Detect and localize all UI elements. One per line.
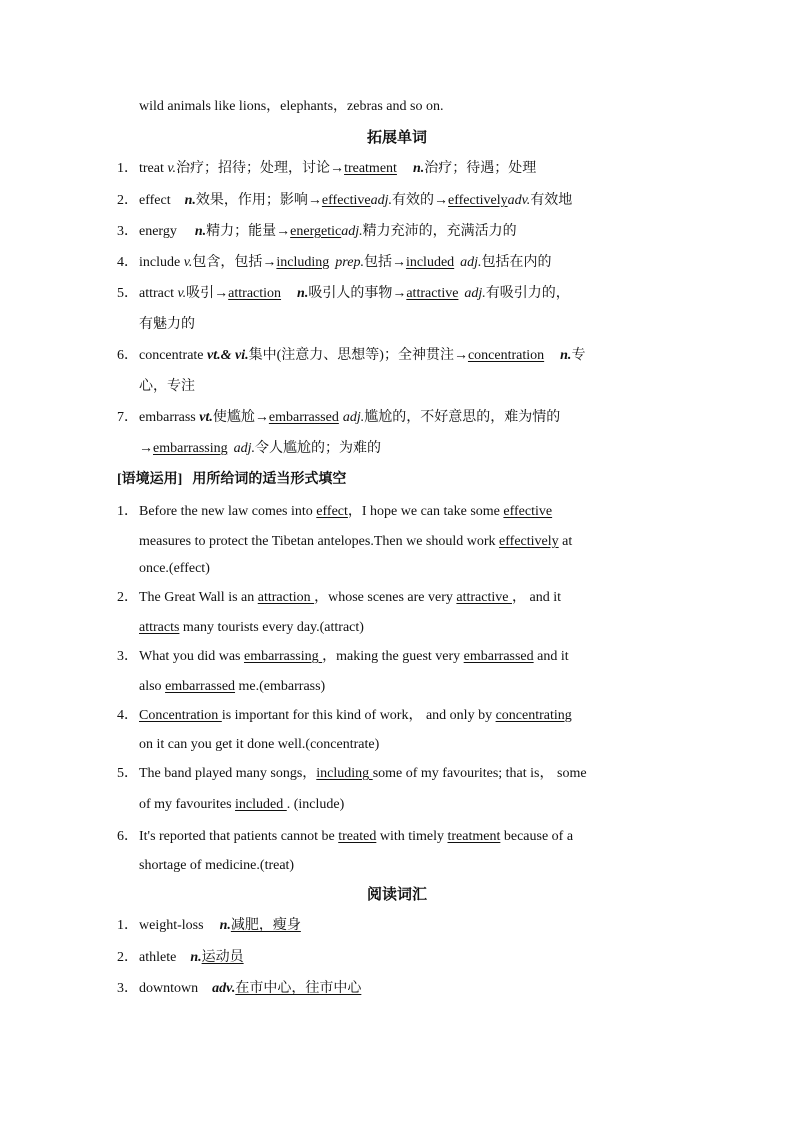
answer-blank: attracts bbox=[139, 620, 180, 635]
item-number: 1． bbox=[117, 918, 138, 933]
vocab-word: athlete bbox=[139, 950, 177, 965]
definition: 包括→ bbox=[363, 255, 406, 270]
arrow-symbol: → bbox=[139, 441, 153, 456]
exercise-4 bbox=[117, 707, 572, 725]
derived-word: including bbox=[276, 255, 330, 270]
item-number: 2． bbox=[117, 193, 138, 208]
derived-word: included bbox=[405, 255, 455, 270]
answer-blank: attraction bbox=[257, 590, 315, 605]
derived-word: effectively bbox=[448, 193, 508, 208]
exercise-text: It's reported that patients cannot be bbox=[139, 829, 339, 844]
derived-word: embarrassed bbox=[268, 410, 339, 425]
exercise-2-line-2 bbox=[139, 619, 364, 637]
definition: 尴尬的，不好意思的，难为情的 bbox=[364, 410, 561, 425]
exercise-text: at bbox=[558, 534, 573, 549]
intro-line: wild animals like lions，elephants，zebras and so on. bbox=[139, 99, 444, 114]
part-of-speech: v. bbox=[167, 161, 177, 176]
definition: 效果，作用；影响→ bbox=[195, 193, 322, 208]
item-number: 4． bbox=[117, 255, 138, 270]
part-of-speech: n. bbox=[297, 286, 309, 301]
exercise-text: also bbox=[139, 679, 166, 694]
vocab-item-7-continuation bbox=[139, 440, 381, 458]
exercise-text: ，I hope we can take some bbox=[347, 504, 504, 519]
definition: 令人尴尬的；为难的 bbox=[255, 441, 382, 456]
vocab-word: treat bbox=[139, 161, 168, 176]
exercise-1-line-3: once.(effect) bbox=[139, 561, 210, 576]
item-number: 6． bbox=[117, 348, 138, 363]
exercise-6 bbox=[117, 828, 573, 846]
definition: 运动员 bbox=[201, 950, 244, 965]
item-number: 1． bbox=[117, 161, 138, 176]
exercise-text: The Great Wall is an bbox=[139, 590, 258, 605]
context-instruction bbox=[117, 471, 346, 489]
part-of-speech: adj. bbox=[464, 286, 486, 301]
answer-blank: embarrassing bbox=[243, 649, 323, 664]
exercise-text: some of my favourites; that is， some bbox=[372, 766, 587, 781]
item-number: 1． bbox=[117, 504, 138, 519]
vocab-word: concentrate bbox=[139, 348, 208, 363]
exercise-3 bbox=[117, 648, 569, 666]
item-number: 3． bbox=[117, 981, 138, 996]
vocab-item-6 bbox=[117, 347, 585, 365]
context-instruction-text: 用所给词的适当形式填空 bbox=[192, 472, 347, 487]
item-number: 5． bbox=[117, 286, 138, 301]
vocab-word: downtown bbox=[139, 981, 199, 996]
exercise-5-line-2 bbox=[139, 796, 344, 814]
exercise-text: ，making the guest very bbox=[322, 649, 464, 664]
definition: 在市中心，往市中心 bbox=[235, 981, 362, 996]
definition: 专 bbox=[571, 348, 586, 363]
exercise-text: of my favourites bbox=[139, 797, 236, 812]
part-of-speech: adj. bbox=[370, 193, 393, 208]
definition: 使尴尬→ bbox=[212, 410, 269, 425]
definition: 吸引人的事物→ bbox=[308, 286, 407, 301]
exercise-text: ， and it bbox=[511, 590, 561, 605]
exercise-text: and it bbox=[533, 649, 569, 664]
part-of-speech: adj. bbox=[341, 224, 363, 239]
part-of-speech: n. bbox=[184, 193, 196, 208]
answer-blank: including bbox=[316, 766, 373, 781]
vocab-item-7 bbox=[117, 409, 560, 427]
answer-blank: effective bbox=[503, 504, 553, 519]
exercise-3-line-2 bbox=[139, 678, 325, 696]
vocab-item-5-continuation: 有魅力的 bbox=[139, 317, 195, 332]
exercise-6-line-2: shortage of medicine.(treat) bbox=[139, 858, 295, 873]
vocab-word: include bbox=[139, 255, 184, 270]
vocab-item-2 bbox=[117, 192, 572, 210]
derived-word: attractive bbox=[406, 286, 459, 301]
exercise-text: Before the new law comes into bbox=[139, 504, 317, 519]
section-heading-expand: 拓展单词 bbox=[366, 130, 427, 146]
definition: 精力；能量→ bbox=[206, 224, 291, 239]
reading-item-3 bbox=[117, 980, 361, 998]
part-of-speech: n. bbox=[190, 950, 202, 965]
part-of-speech: n. bbox=[412, 161, 425, 176]
item-number: 5． bbox=[117, 766, 138, 781]
definition: 包含，包括→ bbox=[192, 255, 277, 270]
answer-blank: treatment bbox=[447, 829, 501, 844]
derived-word: energetic bbox=[290, 224, 342, 239]
exercise-text: because of a bbox=[500, 829, 574, 844]
part-of-speech: prep. bbox=[335, 255, 364, 270]
part-of-speech: adj. bbox=[233, 441, 256, 456]
derived-word: effective bbox=[321, 193, 371, 208]
item-number: 6． bbox=[117, 829, 138, 844]
exercise-text: . (include) bbox=[286, 797, 345, 812]
part-of-speech: adj. bbox=[342, 410, 365, 425]
definition: 治疗；招待；处理，讨论→ bbox=[176, 161, 345, 176]
part-of-speech: v. bbox=[183, 255, 193, 270]
item-number: 2． bbox=[117, 590, 138, 605]
answer-blank: concentrating bbox=[495, 708, 572, 723]
vocab-item-5 bbox=[117, 285, 570, 303]
exercise-text: with timely bbox=[376, 829, 448, 844]
exercise-1 bbox=[117, 503, 552, 521]
derived-word: treatment bbox=[344, 161, 397, 176]
vocab-word: weight-loss bbox=[139, 918, 204, 933]
exercise-text: measures to protect the Tibetan antelopes.Then we should work bbox=[139, 534, 500, 549]
exercise-text: is important for this kind of work， and only by bbox=[221, 708, 496, 723]
item-number: 2． bbox=[117, 950, 138, 965]
section-heading-reading: 阅读词汇 bbox=[366, 887, 427, 903]
exercise-text: What you did was bbox=[139, 649, 244, 664]
item-number: 4． bbox=[117, 708, 138, 723]
part-of-speech: v. bbox=[177, 286, 187, 301]
vocab-item-1 bbox=[117, 160, 536, 178]
derived-word: concentration bbox=[467, 348, 545, 363]
answer-blank: embarrassed bbox=[463, 649, 534, 664]
exercise-2 bbox=[117, 589, 561, 607]
item-number: 3． bbox=[117, 649, 138, 664]
part-of-speech: vt.& vi. bbox=[207, 348, 249, 363]
exercise-1-line-2 bbox=[139, 533, 572, 551]
part-of-speech: n. bbox=[219, 918, 231, 933]
exercise-text: ，whose scenes are very bbox=[314, 590, 457, 605]
exercise-text: me.(embarrass) bbox=[235, 679, 326, 694]
part-of-speech: adv. bbox=[212, 981, 236, 996]
exercise-4-line-2: on it can you get it done well.(concentrate) bbox=[139, 737, 380, 752]
definition: 有效的→ bbox=[392, 193, 449, 208]
exercise-5 bbox=[117, 765, 587, 783]
definition: 有吸引力的， bbox=[485, 286, 570, 301]
item-number: 3． bbox=[117, 224, 138, 239]
definition: 吸引→ bbox=[186, 286, 229, 301]
part-of-speech: n. bbox=[560, 348, 572, 363]
exercise-text: The band played many songs， bbox=[139, 766, 317, 781]
answer-blank: treated bbox=[338, 829, 377, 844]
reading-item-1 bbox=[117, 917, 301, 935]
definition: 有效地 bbox=[530, 193, 573, 208]
derived-word: embarrassing bbox=[153, 441, 228, 456]
vocab-word: energy bbox=[139, 224, 177, 239]
answer-blank: Concentration bbox=[139, 708, 222, 723]
part-of-speech: n. bbox=[194, 224, 207, 239]
context-tag: [语境运用] bbox=[117, 472, 183, 487]
definition: 集中(注意力、思想等)；全神贯注→ bbox=[248, 348, 468, 363]
vocab-word: attract bbox=[139, 286, 178, 301]
answer-blank: effectively bbox=[499, 534, 559, 549]
item-number: 7． bbox=[117, 410, 138, 425]
answer-blank: embarrassed bbox=[165, 679, 236, 694]
vocab-word: embarrass bbox=[139, 410, 200, 425]
answer-blank: included bbox=[235, 797, 287, 812]
answer-blank: effect bbox=[316, 504, 348, 519]
definition: 包括在内的 bbox=[481, 255, 552, 270]
vocab-item-3 bbox=[117, 223, 517, 241]
reading-item-2 bbox=[117, 949, 244, 967]
exercise-text: many tourists every day.(attract) bbox=[179, 620, 364, 635]
part-of-speech: adv. bbox=[507, 193, 531, 208]
derived-word: attraction bbox=[228, 286, 282, 301]
vocab-item-4 bbox=[117, 254, 552, 272]
part-of-speech: vt. bbox=[199, 410, 213, 425]
answer-blank: attractive bbox=[456, 590, 512, 605]
definition: 减肥，瘦身 bbox=[230, 918, 301, 933]
definition: 治疗；待遇；处理 bbox=[424, 161, 537, 176]
definition: 精力充沛的，充满活力的 bbox=[362, 224, 517, 239]
part-of-speech: adj. bbox=[460, 255, 482, 270]
vocab-item-6-continuation: 心，专注 bbox=[139, 379, 195, 394]
vocab-word: effect bbox=[139, 193, 171, 208]
